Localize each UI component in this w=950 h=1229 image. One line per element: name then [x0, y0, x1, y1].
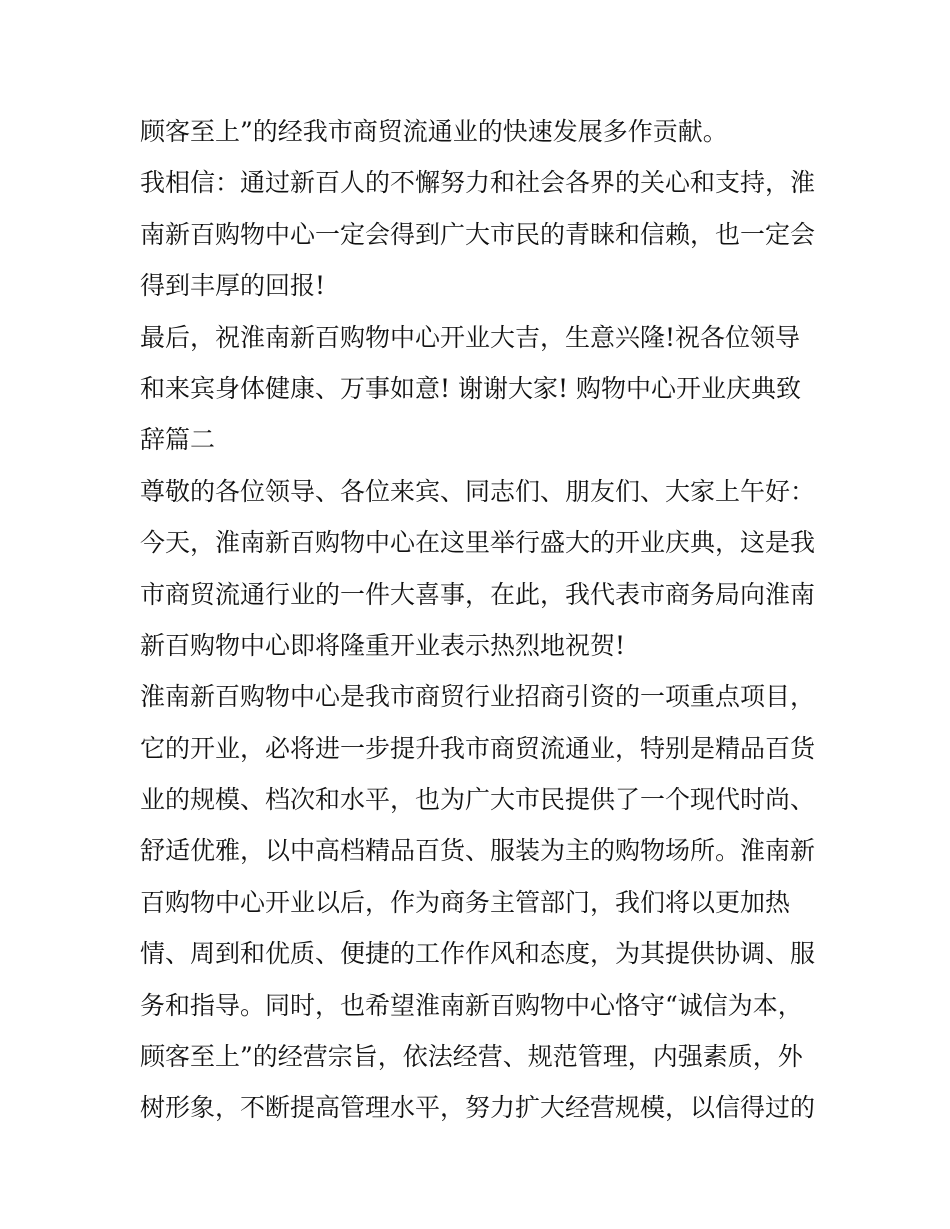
- text-line: 市商贸流通行业的一件大喜事，在此，我代表市商务局向淮南: [140, 579, 816, 609]
- text-line: 今天，淮南新百购物中心在这里举行盛大的开业庆典，这是我: [140, 528, 816, 558]
- text-line: 和来宾身体健康、万事如意! 谢谢大家! 购物中心开业庆典致: [140, 373, 801, 403]
- text-line: 顾客至上”的经营宗旨，依法经营、规范管理，内强素质，外: [140, 1042, 803, 1072]
- salutation-line: 尊敬的各位领导、各位来宾、同志们、朋友们、大家上午好：: [140, 476, 816, 506]
- section-heading: 辞篇二: [140, 425, 216, 455]
- text-line: 业的规模、档次和水平，也为广大市民提供了一个现代时尚、: [140, 785, 816, 815]
- text-line: 新百购物中心即将隆重开业表示热烈地祝贺!: [140, 630, 626, 660]
- text-line: 务和指导。同时，也希望淮南新百购物中心恪守“诚信为本，: [140, 990, 803, 1020]
- text-line: 百购物中心开业以后，作为商务主管部门，我们将以更加热: [140, 887, 791, 917]
- document-body: [140, 106, 830, 1134]
- text-line: 树形象，不断提高管理水平，努力扩大经营规模，以信得过的: [140, 1093, 816, 1123]
- text-line: 顾客至上”的经我市商贸流通业的快速发展多作贡献。: [140, 117, 728, 146]
- text-line: 它的开业，必将进一步提升我市商贸流通业，特别是精品百货: [140, 733, 816, 763]
- text-line: 最后，祝淮南新百购物中心开业大吉，生意兴隆!祝各位领导: [140, 322, 801, 352]
- text-line: 舒适优雅，以中高档精品百货、服装为主的购物场所。淮南新: [140, 836, 816, 866]
- text-line: 得到丰厚的回报!: [140, 271, 326, 301]
- text-line: 情、周到和优质、便捷的工作作风和态度，为其提供协调、服: [140, 939, 816, 969]
- text-line: 南新百购物中心一定会得到广大市民的青睐和信赖，也一定会: [140, 219, 816, 249]
- text-line: 淮南新百购物中心是我市商贸行业招商引资的一项重点项目，: [140, 682, 816, 712]
- text-line: 我相信：通过新百人的不懈努力和社会各界的关心和支持，淮: [140, 168, 816, 198]
